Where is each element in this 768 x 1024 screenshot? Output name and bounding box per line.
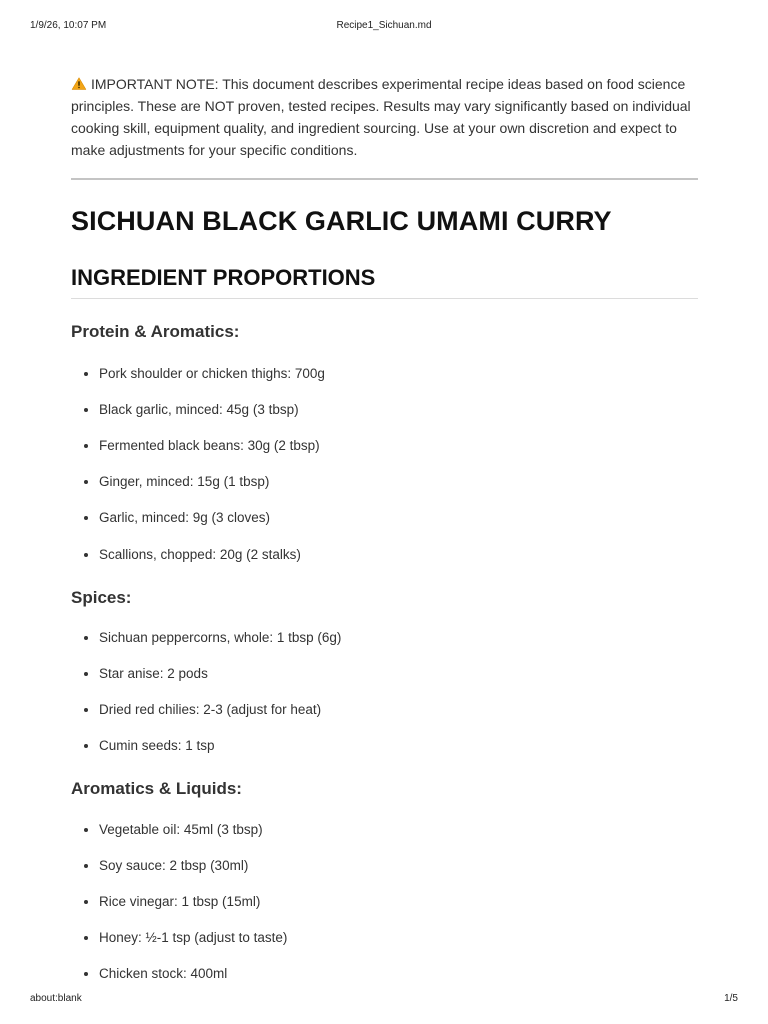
ingredient-list-protein (71, 365, 698, 564)
warning-icon (71, 77, 87, 90)
list-item: • Rice vinegar: 1 tbsp (15ml) (99, 893, 698, 911)
ingredient-list-spices (71, 629, 698, 755)
list-item: • Fermented black beans: 30g (2 tbsp) (99, 437, 698, 455)
list-item: • Ginger, minced: 15g (1 tbsp) (99, 473, 698, 491)
important-note-text: IMPORTANT NOTE: This document describes experimental recipe ideas based on food science principles. These are NOT proven, tested recipes. Results may vary significantly based on individual cooking skill, equipment quality, and ingredient sourcing. Use at your own discretion and expect to make adjustments for your specific conditions. (71, 76, 691, 158)
group-heading-protein: Protein & Aromatics: (71, 322, 240, 341)
list-item: • Scallions, chopped: 20g (2 stalks) (99, 546, 698, 564)
recipe-title: SICHUAN BLACK GARLIC UMAMI CURRY (71, 206, 612, 236)
list-item: • Vegetable oil: 45ml (3 tbsp) (99, 821, 698, 839)
list-item: • Garlic, minced: 9g (3 cloves) (99, 509, 698, 527)
list-item: • Sichuan peppercorns, whole: 1 tbsp (6g) (99, 629, 698, 647)
ingredient-list-liquids (71, 821, 698, 983)
group-heading-liquids: Aromatics & Liquids: (71, 779, 242, 798)
print-filename: Recipe1_Sichuan.md (336, 20, 432, 31)
list-item: • Black garlic, minced: 45g (3 tbsp) (99, 401, 698, 419)
print-datetime: 1/9/26, 10:07 PM (30, 20, 107, 31)
list-item: • Chicken stock: 400ml (99, 965, 698, 983)
list-item: • Star anise: 2 pods (99, 665, 698, 683)
list-item: • Cumin seeds: 1 tsp (99, 737, 698, 755)
print-url: about:blank (30, 993, 82, 1004)
list-item: • Dried red chilies: 2-3 (adjust for heat) (99, 701, 698, 719)
page-number: 1/5 (724, 993, 738, 1004)
list-item: • Pork shoulder or chicken thighs: 700g (99, 365, 698, 383)
document-body (71, 73, 698, 983)
print-header (30, 20, 738, 34)
group-heading-spices: Spices: (71, 588, 132, 607)
print-footer (30, 993, 738, 1007)
list-item: • Honey: ½-1 tsp (adjust to taste) (99, 929, 698, 947)
section-heading-ingredients: INGREDIENT PROPORTIONS (71, 264, 698, 299)
divider (71, 178, 698, 180)
important-note (71, 73, 698, 161)
list-item: • Soy sauce: 2 tbsp (30ml) (99, 857, 698, 875)
